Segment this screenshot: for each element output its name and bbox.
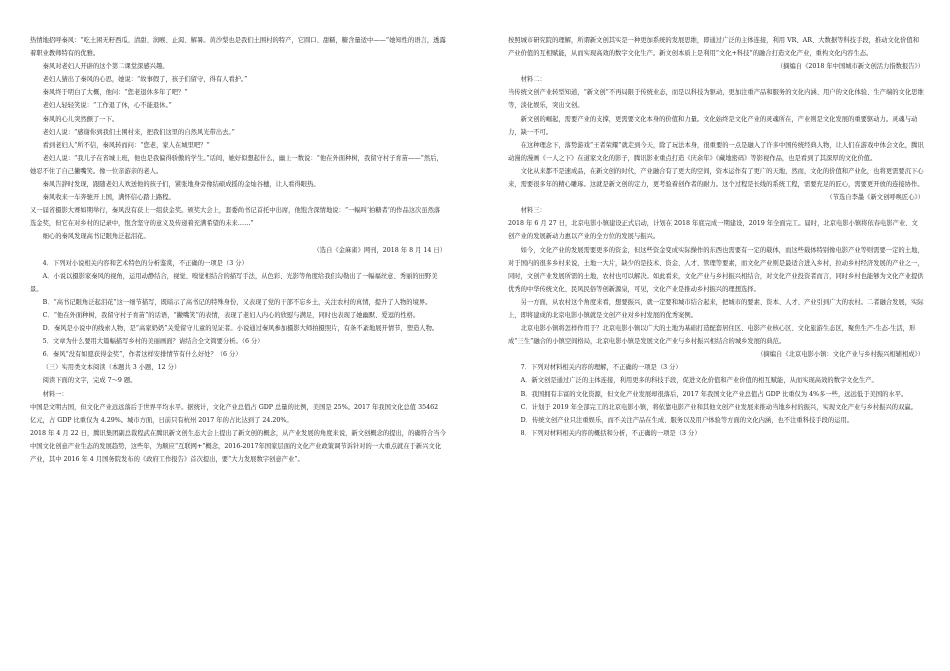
question-stem: 5．文章为什么要用大篇幅描写乡村的美丽画面？请结合全文简要分析。（6 分） xyxy=(42,338,264,346)
source-citation: （选自《金麻雀》网刊，2018 年 8 月 14 日） xyxy=(313,246,446,254)
indented-paragraph: 文化从来都不是速成品，在新文创的时代，产业融合有了更大的空间，资本运作有了更广的天地，然而，文化的价值和产业化，也将更需要沉下心来，需要很多年的精心雕琢。这就是新文创的定力，更考验着创作者的耐力。这个过程是长线的系统工程，需要充足的匠心，需要更开放的连接协作。 xyxy=(508,167,924,189)
indented-paragraph: 秦风告辞时发现，跟随老妇人欢送他的孩子们，紧张地身旁像结硕成摇的金灿谷穗，让人看得眼热。 xyxy=(42,181,320,189)
indented-paragraph: 秦风收来一车奔驰开上国，满怀信心踏上路程。 xyxy=(42,194,175,202)
left-column xyxy=(30,34,446,466)
indented-paragraph: 老妇人说：“我儿子在省城上班，他也是我偏得骄傲的学生。”话间，她好似想起什么，幽上一数说：“他在外面种树，我留守村子育苗——”然后，她忍不住了自己撇嘴笑。像一位亲游亲的老人。 xyxy=(30,154,443,175)
paragraph: 按照城市研究院的理解，所谓新文创其实是一种更加系统的发展思维，即通过广泛的主体连接，利用 VR、AR、大数据等科技手段，推动文化价值和产业价值的互相赋能，从而实现高效的数字文化生产。新文创本质上是利用“文化+科技”的融合打造文化产业，重构文化内容生态。 xyxy=(508,37,919,58)
answer-option: B．“高书记眼角泛起泪花”这一细节描写，既暗示了高书记的特殊身份，又表现了党的干部不忘乡土，关注农村的真情，提升了人物的境界。 xyxy=(42,298,432,306)
indented-paragraph: 新文创的崛起，需要产业的支撑，更需要文化本身的价值和力量。文化始终是文化产业的灵魂所在，产业则是文化发展的重要驱动力。灵魂与动力，缺一不可。 xyxy=(508,115,918,136)
indented-paragraph: 秦风终于明白了大概，他问：“您老退休多年了吧？” xyxy=(42,89,188,97)
indented-paragraph: 另一方面，从农村这个角度来看，想要振兴，就一定要和城市结合起来，把城市的要素、资本、人才、产业引到广大的农村。二者融合发展，实际上，即将建成的北京电影小镇就是文创产业对乡村发展的优秀案例。 xyxy=(508,298,924,319)
indented-paragraph: 北京电影小镇将怎样作用于？北京电影小镇以广大的土地为基础打造配套居住区、电影产业核心区、文化旅游生态区，聚焦生产-生态-生活，形成“三生”融合的小镇空间格局，北京电影小镇是发展文化产业与乡村振兴相结合的城乡发展的典范。 xyxy=(508,325,916,346)
section-heading: （三）实用类文本阅读（本题共 3 小题，12 分） xyxy=(42,364,181,372)
paragraph: 2018 年 4 月 22 日，腾讯集团副总裁程武在腾讯新文创生态大会上提出了新文创的概念，从产业发展的角度来说，新文创概念的提出，的确符合当今中国文化创意产业生态的发展趋势，这些年，为顺应“互联网+”概念，2016-2017年国家层面的文化产业政策调节诉针对的一大重点就在于新兴文化产业，其中 2016 年 4 月国务院发布的《政府工作报告》首次提出，要“大力发展数字创意产业”。 xyxy=(30,429,446,463)
paragraph: 2018 年 6 月 27 日，北京电影小镇建设正式启动，计划在 2018 年底完成一期建设，2019 年全面完工。届时，北京电影小镇将依春电影产业、文创产业的发展新动力惠以产业的全方位的发展与振兴。 xyxy=(508,220,918,241)
paragraph: 中国是文明古国，但文化产业远远落后于世界平均水平。据统计，文化产业总值占 GDP 总量的比例，美国是 25%。2017 年我国文化总值 35462 亿元，占 GDP 比重仅为 4.29%。城市方面，日前只有杭州 2017 年的占比达到了 24.20%。 xyxy=(30,403,439,424)
question-stem: 6．秦风“没有如愿获得金奖”，作者这样安排情节有什么好处？（6 分） xyxy=(42,351,242,359)
source-citation: （摘编自《2018 年中国城市新文创活力指数报告》） xyxy=(776,63,924,71)
indented-paragraph: 细心的秦风发现高书记眼角泛起泪花。 xyxy=(42,233,150,241)
indented-paragraph: 老妇人说：“感谢你到我们土围村来，把我们这里的自然风光带出去。” xyxy=(42,128,235,136)
question-stem: 4．下列对小说相关内容和艺术特色的分析鉴赏，不正确的一项是（3 分） xyxy=(42,259,248,267)
question-stem: 7．下列对材料相关内容的理解，不正确的一项是（3 分） xyxy=(520,364,682,372)
indented-paragraph: 老妇人轻轻笑说：“工作退了休，心不能退休。” xyxy=(42,102,172,110)
paragraph: 又一届省摄影大赛如期举行，秦风没有获上一组获金奖。颁奖大会上，套委尚书记首托中出席，他饱含深情地说：“一幅叫‘拍糖者’的作品这次虽然落选金奖，但它在对乡村的记录中，饱含坚守的意义及传递着充满希望的未来……” xyxy=(30,207,441,228)
indented-paragraph: 在这种理念下，落势游戏“王者荣耀”就走到今天，除了玩法本身，很重要的一点是融入了许多中国传统经典人物，让人们在游戏中体会文化，腾讯动漫的漫画《一人之下》在道家文化的影子，腾讯影业重点打造《庆余年》《藏地密码》等影视作品，也是看到了其深厚的文化价值。 xyxy=(508,141,924,162)
source-citation: （节选自李墨《新文创呼唤匠心》） xyxy=(826,194,924,202)
paragraph: 热情地招呼秦风：“吃土困无籽西瓜、清甜、润喉、止渴、解暑。黄沙梨也是我们土围村的特产，它圆口、甜糯，糖含量适中——”她知性的语言，透露着职业教师特有的优雅。 xyxy=(30,37,446,58)
indented-paragraph: 材料二： xyxy=(520,76,546,84)
answer-option: D．秦风是小说中的线索人物，是“高家奶奶”关爱留守儿童的见证者。小说通过秦风参加摄影大师拍摄照片，有条不紊地展开情节，塑造人物。 xyxy=(42,325,439,333)
indented-paragraph: 材料三： xyxy=(520,207,546,215)
answer-option: D．传统文创产业只注重娱乐，而不关注产品在生成、服务以及用户体验等方面的文化内涵，也不注重科技手段的运用。 xyxy=(520,416,854,424)
answer-option: A．新文创是通过广泛的主体连接，利用更多的科技手段，促进文化价值和产业价值的相互赋能，从而实现高效的数字文化生产。 xyxy=(520,377,878,385)
indented-paragraph: 看到老妇人“所不信，秦风转而问：“您老，家人在城里吧？” xyxy=(42,141,210,149)
indented-paragraph: 材料一： xyxy=(42,390,68,398)
answer-option: B．我国拥有丰富的文化资源，但文化产业发展却很落后，2017 年我国文化产业总值占 GDP 比重仅为 4%多一些，远远低于美国的水平。 xyxy=(520,390,908,398)
indented-paragraph: 秦风的心儿突然颤了一下。 xyxy=(42,115,119,123)
question-stem: 8．下列对材料相关内容的概括和分析，不正确的一项是（3 分） xyxy=(520,429,701,437)
paragraph: 当传统文创产业转型知道，“新文创”不再局限于传统业态，而是以科技为驱动，更加注重产品和服务的文化内涵、用户的文化体验、生产端的文化思维等，淡化娱乐，突出文创。 xyxy=(508,89,924,110)
indented-paragraph: 阅读下面的文字，完成 7～9 题。 xyxy=(42,377,137,385)
indented-paragraph: 老妇人猜出了秦风的心思，她说：“故事假了，孩子们留守，得有人看护。” xyxy=(42,76,248,84)
answer-option: C．计划于 2019 年全部完工的北京电影小镇，将依靠电影产业和其他文创产业发展来推动当地乡村的振兴，实现文化产业与乡村振兴的双赢。 xyxy=(520,403,917,411)
indented-paragraph: 秦风对老妇人开辟的这个第二课堂深感兴趣。 xyxy=(42,63,169,71)
indented-paragraph: 如今，文化产业的发展需要更多的资金，但这些资金变成实际操作的东西也需要有一定的载体，而这些载体特别像电影产业等则需要一定的土地，对于国内的很多乡村来说，土地一大片，缺少的是技术、资金、人才、管理等要素，而文化产业则是最适合进入乡村，拉动乡村经济发展的产业之一，同时，文创产业发展所需的土地，农村也可以解决。如此看来，文化产业与乡村振兴相结合，对文化产业投资者而言，同时乡村也能够为文化产业提供优秀的中华传统文化、民风民俗等创新源泉，可见，文化产业是推动乡村振兴的理想选择。 xyxy=(508,246,924,293)
answer-option: C．“他在外面种树，我留守村子育苗”的话语，“撇嘴笑”的表情，表现了老妇人内心的欣慰与满足，同时也表现了她幽默、爱逗的性格。 xyxy=(42,311,420,319)
right-column xyxy=(508,34,924,440)
answer-option: A．小说以摄影家秦风的视角，运用动静结合，视觉、嗅觉相结合的描写手法，从色彩、光影等角度给我们勾勒出了一幅福丝意、秀丽的田野美景。 xyxy=(30,272,438,293)
source-citation: （摘编自《北京电影小镇：文化产业与乡村振兴相辅相成》） xyxy=(757,351,924,359)
